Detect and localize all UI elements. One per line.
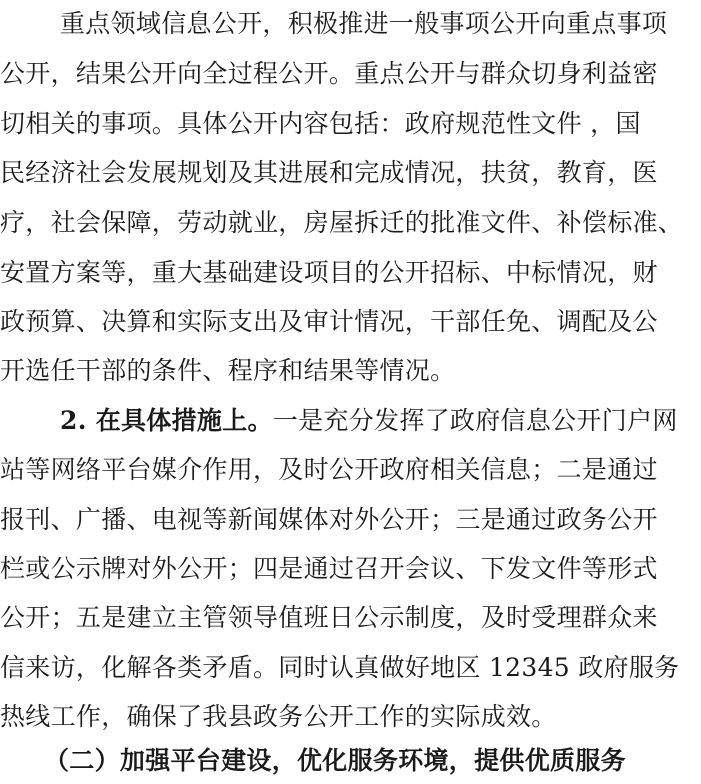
paragraph-line-with-heading [0,406,701,436]
paragraph-line: 公开，结果公开向全过程公开。重点公开与群众切身利益密 [0,59,658,88]
paragraph-line: 切相关的事项。具体公开内容包括：政府规范性文件 ，国 [0,109,641,138]
paragraph-line: 报刊、广播、电视等新闻媒体对外公开；三是通过政务公开 [0,505,658,534]
paragraph-line: 栏或公示牌对外公开；四是通过召开会议、下发文件等形式 [0,554,658,583]
paragraph-line: 站等网络平台媒介作用，及时公开政府相关信息；二是通过 [0,455,658,484]
paragraph-line: 公开；五是建立主管领导值班日公示制度，及时受理群众来 [0,603,658,632]
paragraph-text: 一是充分发挥了政府信息公开门户网 [272,406,678,435]
section-heading: （二）加强平台建设，优化服务环境，提供优质服务 [44,746,626,775]
paragraph-line: 疗，社会保障，劳动就业，房屋拆迁的批准文件、补偿标准、 [0,208,684,237]
subsection-heading: 2. 在具体措施上。 [60,406,273,435]
paragraph-line: 安置方案等，重大基础建设项目的公开招标、中标情况，财 [0,258,658,287]
paragraph-line: 民经济社会发展规划及其进展和完成情况，扶贫，教育，医 [0,158,658,187]
paragraph-line: 热线工作，确保了我县政务公开工作的实际成效。 [0,702,557,731]
paragraph-line: 信来访，化解各类矛盾。同时认真做好地区 12345 政府服务 [0,653,680,682]
paragraph-line: 重点领域信息公开，积极推进一般事项公开向重点事项 [60,9,668,38]
paragraph-line: 开选任干部的条件、程序和结果等情况。 [0,356,456,385]
paragraph-line: 政预算、决算和实际支出及审计情况，干部任免、调配及公 [0,307,658,336]
